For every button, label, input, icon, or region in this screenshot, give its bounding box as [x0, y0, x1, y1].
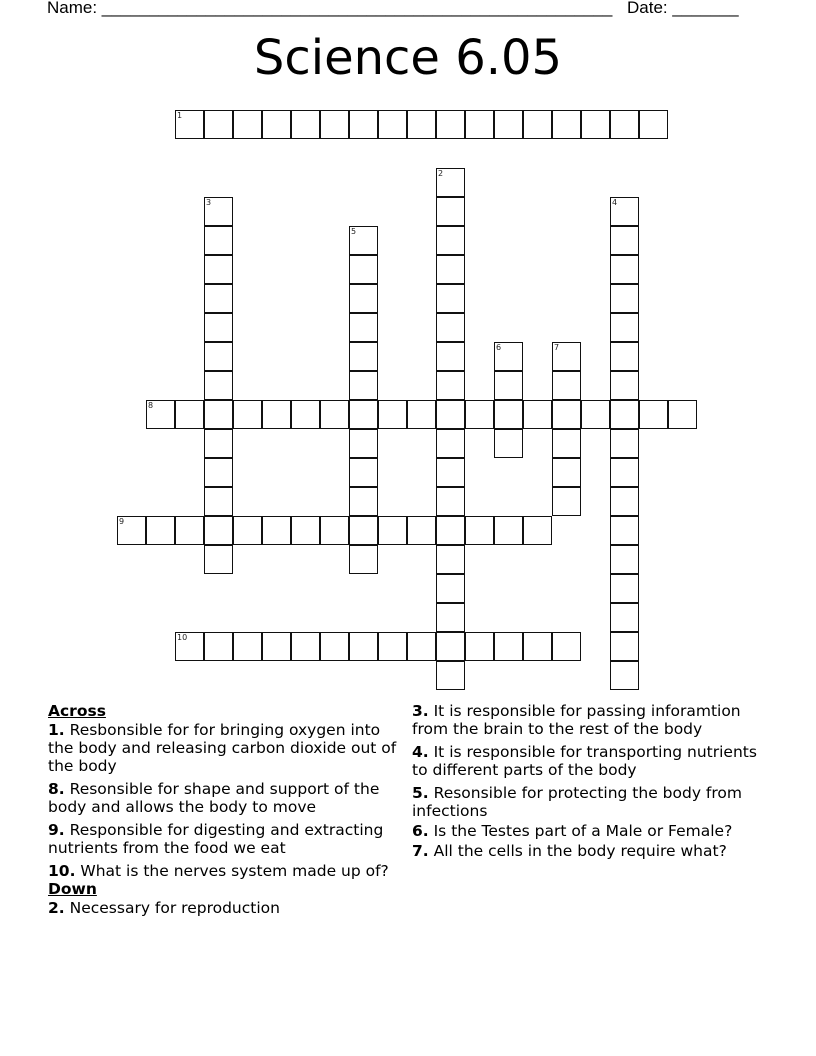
crossword-cell[interactable]: [552, 458, 581, 487]
crossword-cell[interactable]: [146, 400, 175, 429]
crossword-cell[interactable]: [610, 487, 639, 516]
crossword-cell[interactable]: [494, 400, 523, 429]
clue-text: Resonsible for shape and support of the body and allows the body to move: [48, 780, 380, 816]
crossword-cell[interactable]: [349, 371, 378, 400]
clue-number: 3.: [412, 702, 429, 720]
crossword-cell[interactable]: [349, 284, 378, 313]
crossword-cell[interactable]: [639, 110, 668, 139]
crossword-cell[interactable]: [436, 545, 465, 574]
crossword-cell[interactable]: [407, 632, 436, 661]
crossword-cell[interactable]: [262, 110, 291, 139]
crossword-cell[interactable]: [436, 574, 465, 603]
crossword-cell[interactable]: [204, 110, 233, 139]
crossword-cell[interactable]: [494, 516, 523, 545]
crossword-cell[interactable]: [436, 226, 465, 255]
crossword-cell[interactable]: [610, 545, 639, 574]
crossword-cell[interactable]: [349, 313, 378, 342]
crossword-cell[interactable]: [349, 110, 378, 139]
crossword-cell[interactable]: [407, 516, 436, 545]
crossword-cell[interactable]: [610, 197, 639, 226]
crossword-cell[interactable]: [610, 574, 639, 603]
crossword-cell[interactable]: [436, 284, 465, 313]
crossword-cell[interactable]: [436, 168, 465, 197]
clue-text: It is responsible for transporting nutrients to different parts of the body: [412, 743, 757, 779]
crossword-cell[interactable]: [523, 400, 552, 429]
clue-across-10: [48, 862, 403, 880]
crossword-cell[interactable]: [436, 371, 465, 400]
crossword-cell[interactable]: [610, 458, 639, 487]
crossword-cell[interactable]: [291, 516, 320, 545]
clue-number-label: 4: [612, 198, 618, 207]
crossword-cell[interactable]: [610, 313, 639, 342]
crossword-cell[interactable]: [320, 516, 349, 545]
crossword-cell[interactable]: [291, 110, 320, 139]
crossword-cell[interactable]: [552, 487, 581, 516]
crossword-cell[interactable]: [378, 400, 407, 429]
crossword-cell[interactable]: [610, 284, 639, 313]
crossword-cell[interactable]: [610, 226, 639, 255]
crossword-cell[interactable]: [581, 400, 610, 429]
date-field[interactable]: Date: _______: [627, 0, 739, 17]
crossword-cell[interactable]: [436, 255, 465, 284]
crossword-cell[interactable]: [668, 400, 697, 429]
crossword-cell[interactable]: [204, 342, 233, 371]
crossword-cell[interactable]: [436, 110, 465, 139]
clue-number-label: 3: [206, 198, 212, 207]
crossword-cell[interactable]: [233, 632, 262, 661]
crossword-cell[interactable]: [436, 458, 465, 487]
crossword-cell[interactable]: [204, 429, 233, 458]
clue-number-label: 5: [351, 227, 357, 236]
crossword-cell[interactable]: [436, 516, 465, 545]
crossword-cell[interactable]: [175, 516, 204, 545]
crossword-cell[interactable]: [407, 110, 436, 139]
crossword-cell[interactable]: [494, 632, 523, 661]
crossword-cell[interactable]: [494, 371, 523, 400]
clue-down-6: [412, 822, 767, 840]
crossword-cell[interactable]: [349, 458, 378, 487]
clue-number-label: 8: [148, 401, 154, 410]
clue-down-4: [412, 743, 767, 779]
crossword-cell[interactable]: [523, 516, 552, 545]
crossword-cell[interactable]: [378, 632, 407, 661]
clue-text: Necessary for reproduction: [64, 899, 280, 917]
crossword-cell[interactable]: [204, 313, 233, 342]
crossword-cell[interactable]: [436, 342, 465, 371]
clue-down-2: [48, 899, 403, 917]
crossword-cell[interactable]: [610, 632, 639, 661]
crossword-cell[interactable]: [465, 110, 494, 139]
crossword-cell[interactable]: [204, 545, 233, 574]
clue-number-label: 2: [438, 169, 444, 178]
clue-number: 1.: [48, 721, 65, 739]
crossword-cell[interactable]: [610, 255, 639, 284]
crossword-cell[interactable]: [436, 313, 465, 342]
crossword-cell[interactable]: [610, 400, 639, 429]
crossword-cell[interactable]: [436, 632, 465, 661]
clue-number: 4.: [412, 743, 429, 761]
clue-number-label: 9: [119, 517, 125, 526]
crossword-cell[interactable]: [552, 342, 581, 371]
crossword-cell[interactable]: [349, 545, 378, 574]
down-heading: Down: [48, 880, 97, 898]
crossword-cell[interactable]: [349, 632, 378, 661]
crossword-cell[interactable]: [552, 632, 581, 661]
crossword-cell[interactable]: [175, 632, 204, 661]
clue-text: Is the Testes part of a Male or Female?: [428, 822, 733, 840]
crossword-cell[interactable]: [349, 516, 378, 545]
crossword-cell[interactable]: [204, 255, 233, 284]
clue-number-label: 6: [496, 343, 502, 352]
crossword-cell[interactable]: [204, 371, 233, 400]
crossword-cell[interactable]: [262, 632, 291, 661]
crossword-cell[interactable]: [465, 632, 494, 661]
clue-number: 2.: [48, 899, 65, 917]
crossword-cell[interactable]: [146, 516, 175, 545]
crossword-cell[interactable]: [552, 429, 581, 458]
clue-down-3: [412, 702, 767, 738]
crossword-cell[interactable]: [436, 197, 465, 226]
clues-left-column: [48, 702, 403, 922]
crossword-cell[interactable]: [320, 110, 349, 139]
clue-text: What is the nerves system made up of?: [75, 862, 389, 880]
clue-number: 10.: [48, 862, 76, 880]
clue-text: Resbonsible for for bringing oxygen into the body and releasing carbon dioxide out of the body: [48, 721, 397, 775]
crossword-cell[interactable]: [523, 632, 552, 661]
crossword-cell[interactable]: [117, 516, 146, 545]
clue-number-label: 1: [177, 111, 183, 120]
crossword-cell[interactable]: [349, 255, 378, 284]
crossword-cell[interactable]: [204, 458, 233, 487]
crossword-cell[interactable]: [349, 429, 378, 458]
crossword-cell[interactable]: [204, 284, 233, 313]
clue-number-label: 7: [554, 343, 560, 352]
clue-down-5: [412, 784, 767, 820]
clue-across-1: [48, 721, 403, 775]
crossword-cell[interactable]: [610, 371, 639, 400]
crossword-cell[interactable]: [204, 487, 233, 516]
crossword-cell[interactable]: [291, 400, 320, 429]
crossword-cell[interactable]: [407, 400, 436, 429]
clues-right-column: [412, 702, 767, 865]
clue-number: 5.: [412, 784, 429, 802]
crossword-cell[interactable]: [610, 110, 639, 139]
crossword-cell[interactable]: [204, 226, 233, 255]
crossword-cell[interactable]: [349, 226, 378, 255]
page-title: Science 6.05: [253, 30, 563, 86]
crossword-cell[interactable]: [610, 342, 639, 371]
crossword-cell[interactable]: [233, 400, 262, 429]
crossword-cell[interactable]: [349, 342, 378, 371]
crossword-cell[interactable]: [581, 110, 610, 139]
clue-text: Responsible for digesting and extracting nutrients from the food we eat: [48, 821, 384, 857]
crossword-cell[interactable]: [262, 400, 291, 429]
crossword-cell[interactable]: [436, 603, 465, 632]
crossword-cell[interactable]: [204, 632, 233, 661]
crossword-cell[interactable]: [610, 603, 639, 632]
crossword-cell[interactable]: [494, 429, 523, 458]
crossword-cell[interactable]: [436, 400, 465, 429]
crossword-cell[interactable]: [349, 400, 378, 429]
crossword-cell[interactable]: [233, 110, 262, 139]
crossword-cell[interactable]: [175, 400, 204, 429]
crossword-cell[interactable]: [262, 516, 291, 545]
crossword-cell[interactable]: [523, 110, 552, 139]
crossword-cell[interactable]: [610, 661, 639, 690]
crossword-cell[interactable]: [204, 400, 233, 429]
crossword-cell[interactable]: [494, 342, 523, 371]
crossword-cell[interactable]: [552, 371, 581, 400]
crossword-cell[interactable]: [436, 661, 465, 690]
clue-across-9: [48, 821, 403, 857]
clue-number: 9.: [48, 821, 65, 839]
crossword-cell[interactable]: [320, 632, 349, 661]
crossword-cell[interactable]: [291, 632, 320, 661]
clue-text: All the cells in the body require what?: [428, 842, 727, 860]
crossword-cell[interactable]: [639, 400, 668, 429]
crossword-cell[interactable]: [610, 516, 639, 545]
clue-number-label: 10: [177, 633, 188, 642]
crossword-cell[interactable]: [494, 110, 523, 139]
crossword-cell[interactable]: [378, 516, 407, 545]
crossword-cell[interactable]: [349, 487, 378, 516]
crossword-cell[interactable]: [552, 400, 581, 429]
crossword-cell[interactable]: [378, 110, 407, 139]
crossword-cell[interactable]: [436, 487, 465, 516]
crossword-cell[interactable]: [465, 516, 494, 545]
crossword-cell[interactable]: [233, 516, 262, 545]
crossword-cell[interactable]: [610, 429, 639, 458]
crossword-cell[interactable]: [204, 516, 233, 545]
crossword-cell[interactable]: [436, 429, 465, 458]
name-field[interactable]: Name: ______________________________________________________: [47, 0, 613, 17]
clue-across-8: [48, 780, 403, 816]
crossword-cell[interactable]: [552, 110, 581, 139]
across-heading: Across: [48, 702, 106, 720]
clue-down-7: [412, 842, 767, 860]
clue-number: 8.: [48, 780, 65, 798]
crossword-cell[interactable]: [204, 197, 233, 226]
clue-number: 6.: [412, 822, 429, 840]
crossword-cell[interactable]: [175, 110, 204, 139]
clue-number: 7.: [412, 842, 429, 860]
clue-text: Resonsible for protecting the body from infections: [412, 784, 742, 820]
crossword-cell[interactable]: [465, 400, 494, 429]
crossword-cell[interactable]: [320, 400, 349, 429]
clue-text: It is responsible for passing inforamtion from the brain to the rest of the body: [412, 702, 741, 738]
